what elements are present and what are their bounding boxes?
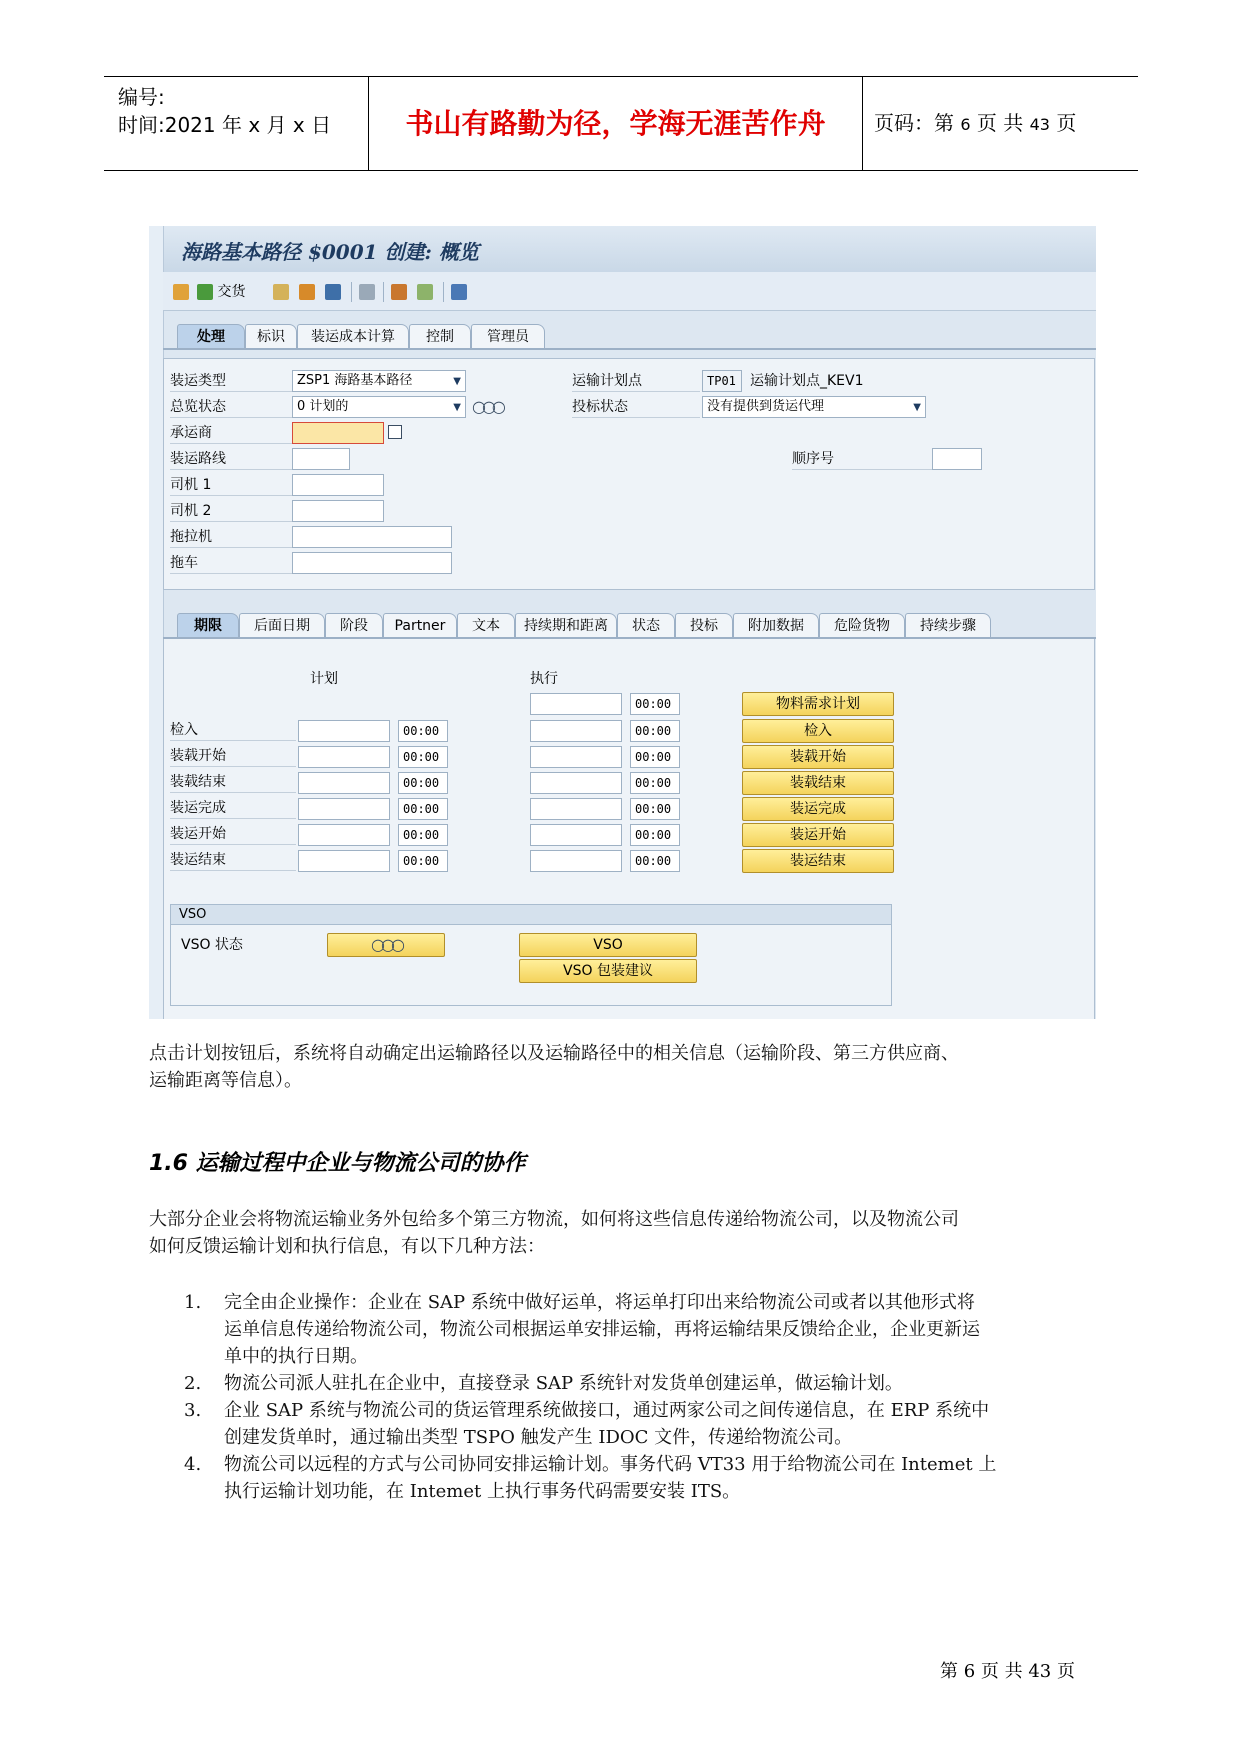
paragraph-2-line-1: 大部分企业会将物流运输业务外包给多个第三方物流，如何将这些信息传递给物流公司，以及物流公司 [149,1209,959,1230]
section-heading: 1.6 运输过程中企业与物流公司的协作 [149,1151,526,1176]
tab-deadlines[interactable]: 期限 [177,613,239,638]
plan-time-input[interactable]: 00:00 [398,720,448,742]
list-text-line: 物流公司派人驻扎在企业中，直接登录 SAP 系统针对发货单创建运单，做运输计划。 [224,1373,903,1394]
toolbar-separator [351,282,352,302]
tractor-label: 拖拉机 [170,529,212,545]
exec-date-input[interactable] [530,824,622,846]
driver2-input[interactable] [292,500,384,522]
exec-date-input[interactable] [530,772,622,794]
label-underline [170,870,296,871]
label-underline [170,495,292,496]
hierarchy-icon[interactable] [173,282,189,302]
deadline-action-button[interactable]: 装载开始 [742,745,894,769]
list-number: 1. [184,1292,202,1313]
exec-date-input[interactable] [530,720,622,742]
label-underline [170,766,296,767]
tender-status-label: 投标状态 [572,399,628,415]
page-header [104,76,1138,171]
label-underline [170,818,296,819]
list-text-line: 运单信息传递给物流公司，物流公司根据运单安排运输，再将运输结果反馈给企业，企业更新运 [224,1319,980,1340]
vso-status-label: VSO 状态 [181,937,243,953]
exec-time-input[interactable]: 00:00 [630,720,680,742]
sequence-label: 顺序号 [792,451,834,467]
header-divider [862,77,863,170]
label-underline [170,443,292,444]
number-label: 编号: [118,85,165,109]
paragraph-1-line-1: 点击计划按钮后，系统将自动确定出运输路径以及运输路径中的相关信息（运输阶段、第三方供应商、 [149,1043,959,1064]
plan-column-header: 计划 [310,671,338,687]
list-number: 4. [184,1454,202,1475]
list-text [224,1451,1129,1505]
tractor-input[interactable] [292,526,452,548]
tab-stages[interactable]: 阶段 [325,613,383,638]
page-prefix: 页码：第 [874,111,954,135]
header-motto: 书山有路勤为径，学海无涯苦作舟 [405,107,826,140]
delivery-label: 交货 [217,284,246,300]
status-lights-icon: ○○○ [472,397,502,416]
deadline-label: 装运结束 [170,852,226,868]
tab-partner[interactable]: Partner [383,613,457,638]
list-text-line: 企业 SAP 系统与物流公司的货运管理系统做接口，通过两家公司之间传递信息，在 ERP 系统中 [224,1400,990,1421]
exec-time-input[interactable]: 00:00 [630,798,680,820]
list-text-line: 物流公司以远程的方式与公司协同安排运输计划。事务代码 VT33 用于给物流公司在 Intemet 上 [224,1454,997,1475]
carrier-input[interactable] [292,422,384,444]
delivery-icon [197,284,213,300]
tab-shipment-cost[interactable]: 装运成本计算 [297,324,409,349]
list-text-line: 执行运输计划功能，在 Intemet 上执行事务代码需要安装 ITS。 [224,1481,741,1502]
plan-date-input[interactable] [298,798,390,820]
sap-title: 海路基本路径 $0001 创建: 概览 [181,240,479,264]
driver2-label: 司机 2 [170,503,212,519]
person-icon[interactable] [273,282,289,302]
deadline-label: 装运开始 [170,826,226,842]
deadline-action-button[interactable]: 装运结束 [742,849,894,873]
vso-group [170,904,892,1006]
header-data-panel [163,358,1095,590]
list-number: 3. [184,1400,202,1421]
page-footer: 第 6 页 共 43 页 [940,1661,1075,1682]
sap-left-border [149,226,164,1019]
delete-icon[interactable] [359,282,375,302]
trailer-label: 拖车 [170,555,198,571]
deadline-label: 检入 [170,722,198,738]
plan-date-input[interactable] [298,772,390,794]
vso-group-title: VSO [171,905,891,925]
list-text-line: 单中的执行日期。 [224,1346,368,1367]
deadlines-panel [163,639,1095,1019]
shipment-type-select[interactable]: ZSP1 海路基本路径 ▼ [292,370,466,392]
deadline-action-button[interactable]: 装运完成 [742,797,894,821]
label-underline [170,521,292,522]
delivery-button[interactable] [197,282,245,302]
mrp-button[interactable]: 物料需求计划 [742,692,894,716]
deadline-label: 装载结束 [170,774,226,790]
label-underline [170,391,292,392]
planning-point-code: TP01 [702,370,742,392]
deadline-label: 装载开始 [170,748,226,764]
label-underline [572,391,700,392]
driver1-label: 司机 1 [170,477,212,493]
list-text [224,1289,1129,1370]
exec-date-input[interactable] [530,693,622,715]
time-label: 时间:2021 年 x 月 x 日 [118,113,332,137]
sap-title-bar [149,226,1096,272]
tab-strip-main [163,324,1083,350]
label-underline [170,792,296,793]
deadline-action-button[interactable]: 装运开始 [742,823,894,847]
package-icon[interactable] [299,282,315,302]
label-underline [170,740,296,741]
list-text-line: 创建发货单时，通过输出类型 TSPO 触发产生 IDOC 文件，传递给物流公司。 [224,1427,853,1448]
tab-processing[interactable]: 处理 [177,324,245,349]
paragraph-2-line-2: 如何反馈运输计划和执行信息，有以下几种方法： [149,1236,545,1257]
tab-identification[interactable]: 标识 [245,324,297,349]
label-underline [170,547,292,548]
exec-date-input[interactable] [530,850,622,872]
exec-date-input[interactable] [530,746,622,768]
exec-time-input[interactable]: 00:00 [630,772,680,794]
label-underline [572,417,700,418]
route-input[interactable] [292,448,350,470]
toolbar-separator [383,282,384,302]
page-suffix: 页 [1056,111,1077,135]
list-text [224,1397,1129,1451]
deadline-action-button[interactable]: 检入 [742,719,894,743]
label-underline [792,469,932,470]
paragraph-2 [149,1206,1094,1260]
exec-time-input[interactable]: 00:00 [630,824,680,846]
label-underline [170,417,292,418]
grid-icon[interactable] [451,282,467,302]
tab-status[interactable]: 状态 [617,613,675,638]
vso-status-button[interactable] [327,933,445,957]
toolbar-separator [443,282,444,302]
exec-time-input[interactable]: 00:00 [630,693,680,715]
exec-time-input[interactable]: 00:00 [630,850,680,872]
page-mid: 页 共 [976,111,1024,135]
vso-button[interactable]: VSO [519,933,697,957]
tab-additional-data[interactable]: 附加数据 [733,613,819,638]
tab-later-dates[interactable]: 后面日期 [239,613,325,638]
list-text [224,1370,1129,1397]
paragraph-1 [149,1040,1094,1094]
label-underline [170,469,292,470]
sap-screenshot [149,226,1096,1019]
exec-date-input[interactable] [530,798,622,820]
header-left-cell [118,77,368,176]
tab-duration-distance[interactable]: 持续期和距离 [515,613,617,638]
plan-time-input[interactable]: 00:00 [398,772,448,794]
overall-status-label: 总览状态 [170,399,226,415]
page-total: 43 [1029,115,1050,134]
label-underline [170,573,292,574]
paragraph-1-line-2: 运输距离等信息）。 [149,1070,302,1091]
structure-icon[interactable] [325,282,341,302]
planning-point-name: 运输计划点_KEV1 [750,373,864,389]
sequence-input[interactable] [932,448,982,470]
plan-time-input[interactable]: 00:00 [398,850,448,872]
plan-date-input[interactable] [298,746,390,768]
planning-point-label: 运输计划点 [572,373,642,389]
search-help-icon[interactable] [388,425,402,439]
tab-continue-steps[interactable]: 持续步骤 [905,613,991,638]
status-lights-icon: ○○○ [371,935,401,954]
plan-time-input[interactable]: 00:00 [398,798,448,820]
overall-status-select[interactable]: 0 计划的 ▼ [292,396,466,418]
tab-text[interactable]: 文本 [457,613,515,638]
exec-column-header: 执行 [530,671,558,687]
route-label: 装运路线 [170,451,226,467]
sap-toolbar [163,272,1096,311]
plan-time-input[interactable]: 00:00 [398,746,448,768]
page-number: 6 [960,115,971,134]
plan-time-input[interactable]: 00:00 [398,824,448,846]
home-icon[interactable] [391,282,407,302]
plan-date-input[interactable] [298,850,390,872]
tab-dangerous-goods[interactable]: 危险货物 [819,613,905,638]
trailer-input[interactable] [292,552,452,574]
list-number: 2. [184,1373,202,1394]
tab-tender[interactable]: 投标 [675,613,733,638]
shipment-type-label: 装运类型 [170,373,226,389]
vso-packing-proposal-button[interactable]: VSO 包装建议 [519,959,697,983]
tab-administrator[interactable]: 管理员 [471,324,545,349]
exec-time-input[interactable]: 00:00 [630,746,680,768]
plan-date-input[interactable] [298,720,390,742]
label-underline [170,844,296,845]
header-page-info [874,77,1076,171]
list-text-line: 完全由企业操作：企业在 SAP 系统中做好运单，将运单打印出来给物流公司或者以其他形式将 [224,1292,975,1313]
deadline-action-button[interactable]: 装载结束 [742,771,894,795]
carrier-label: 承运商 [170,425,212,441]
tab-underline [163,348,1096,350]
tender-status-select[interactable]: 没有提供到货运代理 ▼ [702,396,926,418]
tab-strip-deadlines [163,613,1093,639]
driver1-input[interactable] [292,474,384,496]
forward-icon[interactable] [417,282,433,302]
deadline-label: 装运完成 [170,800,226,816]
tab-control[interactable]: 控制 [409,324,471,349]
plan-date-input[interactable] [298,824,390,846]
